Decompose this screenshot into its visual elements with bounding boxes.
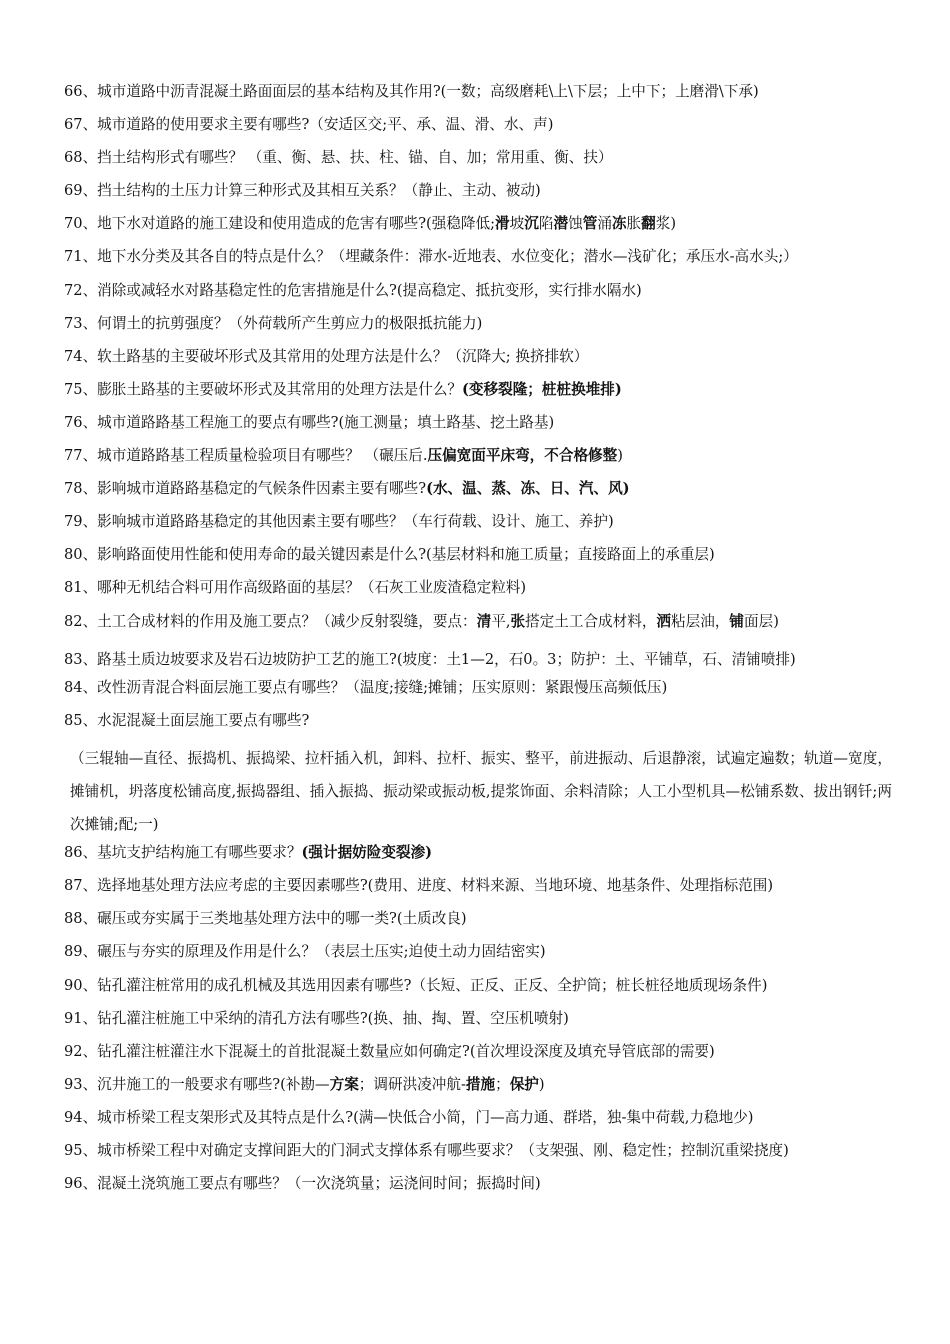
text-line [64, 411, 892, 444]
text-segment: 96、混凝土浇筑施工要点有哪些？（一次浇筑量；运浇间时间；振捣时间) [64, 1175, 541, 1193]
text-line [64, 1007, 892, 1040]
text-segment: 68、挡土结构形式有哪些？ （重、衡、悬、扶、柱、锚、自、加；常用重、衡、扶） [64, 149, 613, 167]
bold-text-segment: 沉 [524, 215, 539, 233]
text-segment: 93、沉井施工的一般要求有哪些?(补勘— [64, 1075, 330, 1093]
text-line [64, 874, 892, 907]
text-line [64, 179, 892, 212]
text-segment: 84、改性沥青混合料面层施工要点有哪些？（温度;接缝;摊铺；压实原则：紧跟慢压高频低压) [64, 678, 668, 696]
text-segment: 86、基坑支护结构施工有哪些要求？ [64, 844, 302, 862]
bold-text-segment: 压偏宽面平床弯，不合格修整 [427, 447, 618, 465]
text-segment: 73、何谓土的抗剪强度？（外荷载所产生剪应力的极限抵抗能力) [64, 314, 483, 332]
text-line [64, 279, 892, 312]
text-segment: 76、城市道路路基工程施工的要点有哪些?(施工测量；填土路基、挖土路基) [64, 413, 555, 431]
text-line [64, 543, 892, 576]
text-line [64, 643, 892, 676]
text-line [64, 245, 892, 278]
bold-text-segment: 张 [510, 612, 526, 630]
text-segment: 平, [491, 612, 511, 630]
text-line [64, 477, 892, 510]
text-line [64, 1040, 892, 1073]
text-segment: 陷 [538, 215, 554, 233]
text-segment: 88、碾压或夯实属于三类地基处理方法中的哪一类?(土质改良) [64, 910, 467, 928]
bold-text-segment: 滑 [495, 215, 510, 233]
text-line [64, 940, 892, 973]
text-segment: ) [538, 1075, 545, 1093]
text-line [64, 212, 892, 245]
text-line [64, 709, 892, 742]
text-segment: 浆) [655, 215, 677, 233]
text-segment: 81、哪种无机结合料可用作高级路面的基层？（石灰工业废渣稳定粒料) [64, 579, 527, 597]
text-segment: 95、城市桥梁工程中对确定支撑间距大的门洞式支撑体系有哪些要求？（支架强、刚、稳定性；控制沉重梁挠度) [64, 1142, 789, 1159]
bold-text-segment: 保护 [509, 1075, 539, 1093]
text-line [64, 510, 892, 543]
text-segment: 胀 [626, 215, 642, 233]
text-line [64, 378, 892, 411]
text-segment: 83、路基土质边坡要求及岩石边坡防护工艺的施工?(坡度：土1—2，石0。3；防护：土、平铺草，石、清铺喷排) [64, 650, 796, 668]
text-segment: 搭定土工合成材料， [525, 612, 657, 630]
text-line [64, 907, 892, 940]
text-segment: 66、城市道路中沥青混凝土路面面层的基本结构及其作用?(一数；高级磨耗\上\下层；上中下；上磨滑\下承) [64, 83, 759, 100]
text-segment: 蚀 [568, 215, 583, 233]
text-segment: 80、影响路面使用性能和使用寿命的最关键因素是什么?(基层材料和施工质量；直接路面上的承重层) [64, 546, 715, 564]
bold-text-segment: 清 [476, 612, 492, 630]
text-segment: 89、碾压与夯实的原理及作用是什么？（表层土压实;迫使土动力固结密实) [64, 943, 546, 961]
text-segment: 78、影响城市道路路基稳定的气候条件因素主要有哪些? [64, 480, 427, 498]
text-segment: 79、影响城市道路路基稳定的其他因素主要有哪些？（车行荷载、设计、施工、养护) [64, 513, 614, 531]
document-body [64, 80, 892, 1205]
text-segment: 坡 [509, 215, 525, 233]
bold-text-segment: 翻 [641, 215, 656, 233]
text-segment: 70、地下水对道路的施工建设和使用造成的危害有哪些?(强稳降低; [64, 215, 496, 233]
text-line [64, 610, 892, 643]
text-segment: 87、选择地基处理方法应考虑的主要因素哪些?(费用、进度、材料来源、当地环境、地基条件、处理指标范围) [64, 877, 774, 895]
text-segment: 72、消除或减轻水对路基稳定性的危害措施是什么?(提高稳定、抵抗变形，实行排水隔水) [64, 281, 642, 299]
bold-text-segment: 管 [582, 215, 598, 233]
bold-text-segment: 冻 [611, 215, 627, 233]
bold-text-segment: 措施 [465, 1075, 496, 1093]
text-segment: ； [495, 1075, 510, 1093]
bold-text-segment: 洒 [656, 612, 672, 630]
text-line [64, 841, 892, 874]
text-segment: 77、城市道路路基工程质量检验项目有哪些？ （碾压后. [64, 447, 428, 465]
text-segment: 92、钻孔灌注桩灌注水下混凝土的首批混凝土数量应如何确定?(首次埋设深度及填充导管底部的需要) [64, 1042, 715, 1060]
text-segment: 涌 [597, 215, 612, 233]
bold-text-segment: 方案 [329, 1075, 359, 1093]
bold-text-segment: 铺 [729, 612, 745, 630]
text-line [64, 345, 892, 378]
text-segment: 粘层油， [671, 612, 730, 630]
text-segment: ；调研洪凌冲航- [358, 1075, 466, 1093]
text-segment: 74、软土路基的主要破坏形式及其常用的处理方法是什么？（沉降大; 换挤排软） [64, 347, 589, 365]
text-line [64, 80, 892, 113]
text-segment: 90、钻孔灌注桩常用的成孔机械及其选用因素有哪些?（长短、正反、正反、全护筒；桩长桩径地质现场条件) [64, 976, 768, 994]
text-segment: 85、水泥混凝土面层施工要点有哪些? [64, 711, 310, 729]
bold-text-segment: (变移裂隆；桩桩换堆排) [462, 380, 622, 398]
text-line [64, 444, 892, 477]
text-line [64, 113, 892, 146]
text-segment: ) [617, 447, 623, 465]
text-line [64, 974, 892, 1007]
bold-text-segment: 潜 [553, 215, 569, 233]
text-line [64, 576, 892, 609]
text-segment: 94、城市桥梁工程支架形式及其特点是什么?(满—快低合小简，门—高力通、群塔，独-集中荷载,力稳地少) [64, 1108, 754, 1126]
text-segment: 91、钻孔灌注桩施工中采纳的清孔方法有哪些?(换、抽、掏、置、空压机喷射) [64, 1009, 569, 1027]
text-line [64, 1106, 892, 1139]
text-segment: 67、城市道路的使用要求主要有哪些?（安适区交;平、承、温、滑、水、声) [64, 116, 554, 134]
text-line [64, 1139, 892, 1172]
text-line [64, 1073, 892, 1106]
text-segment: 面层) [744, 612, 779, 630]
text-line [64, 1172, 892, 1205]
text-line [64, 742, 892, 841]
text-segment: 82、土工合成材料的作用及施工要点？（减少反射裂缝，要点： [64, 612, 477, 630]
text-line [64, 146, 892, 179]
text-line [64, 312, 892, 345]
bold-text-segment: (水、温、蒸、冻、日、汽、风) [426, 480, 630, 498]
text-segment: 71、地下水分类及其各自的特点是什么？（埋藏条件：滞水-近地表、水位变化；潜水—浅矿化；承压水-高水头;） [64, 248, 798, 266]
bold-text-segment: (强计据妨险变裂渗) [301, 844, 433, 862]
text-segment: 69、挡土结构的土压力计算三种形式及其相互关系？（静止、主动、被动) [64, 182, 541, 200]
text-segment: 75、膨胀土路基的主要破坏形式及其常用的处理方法是什么？ [64, 380, 463, 398]
text-segment: （三辊轴—直径、振捣机、振捣梁、拉杆插入机，卸料、拉杆、振实、整平，前进振动、后退静滚，试遍定遍数；轨道—宽度，摊铺机，坍落度松铺高度,振捣器组、插入振捣、振动梁或振动板,提浆饰面、余料清除；人工小型机具—松铺系数、拔出钢钎;两次摊铺;配;一) [70, 749, 892, 834]
text-line [64, 676, 892, 709]
